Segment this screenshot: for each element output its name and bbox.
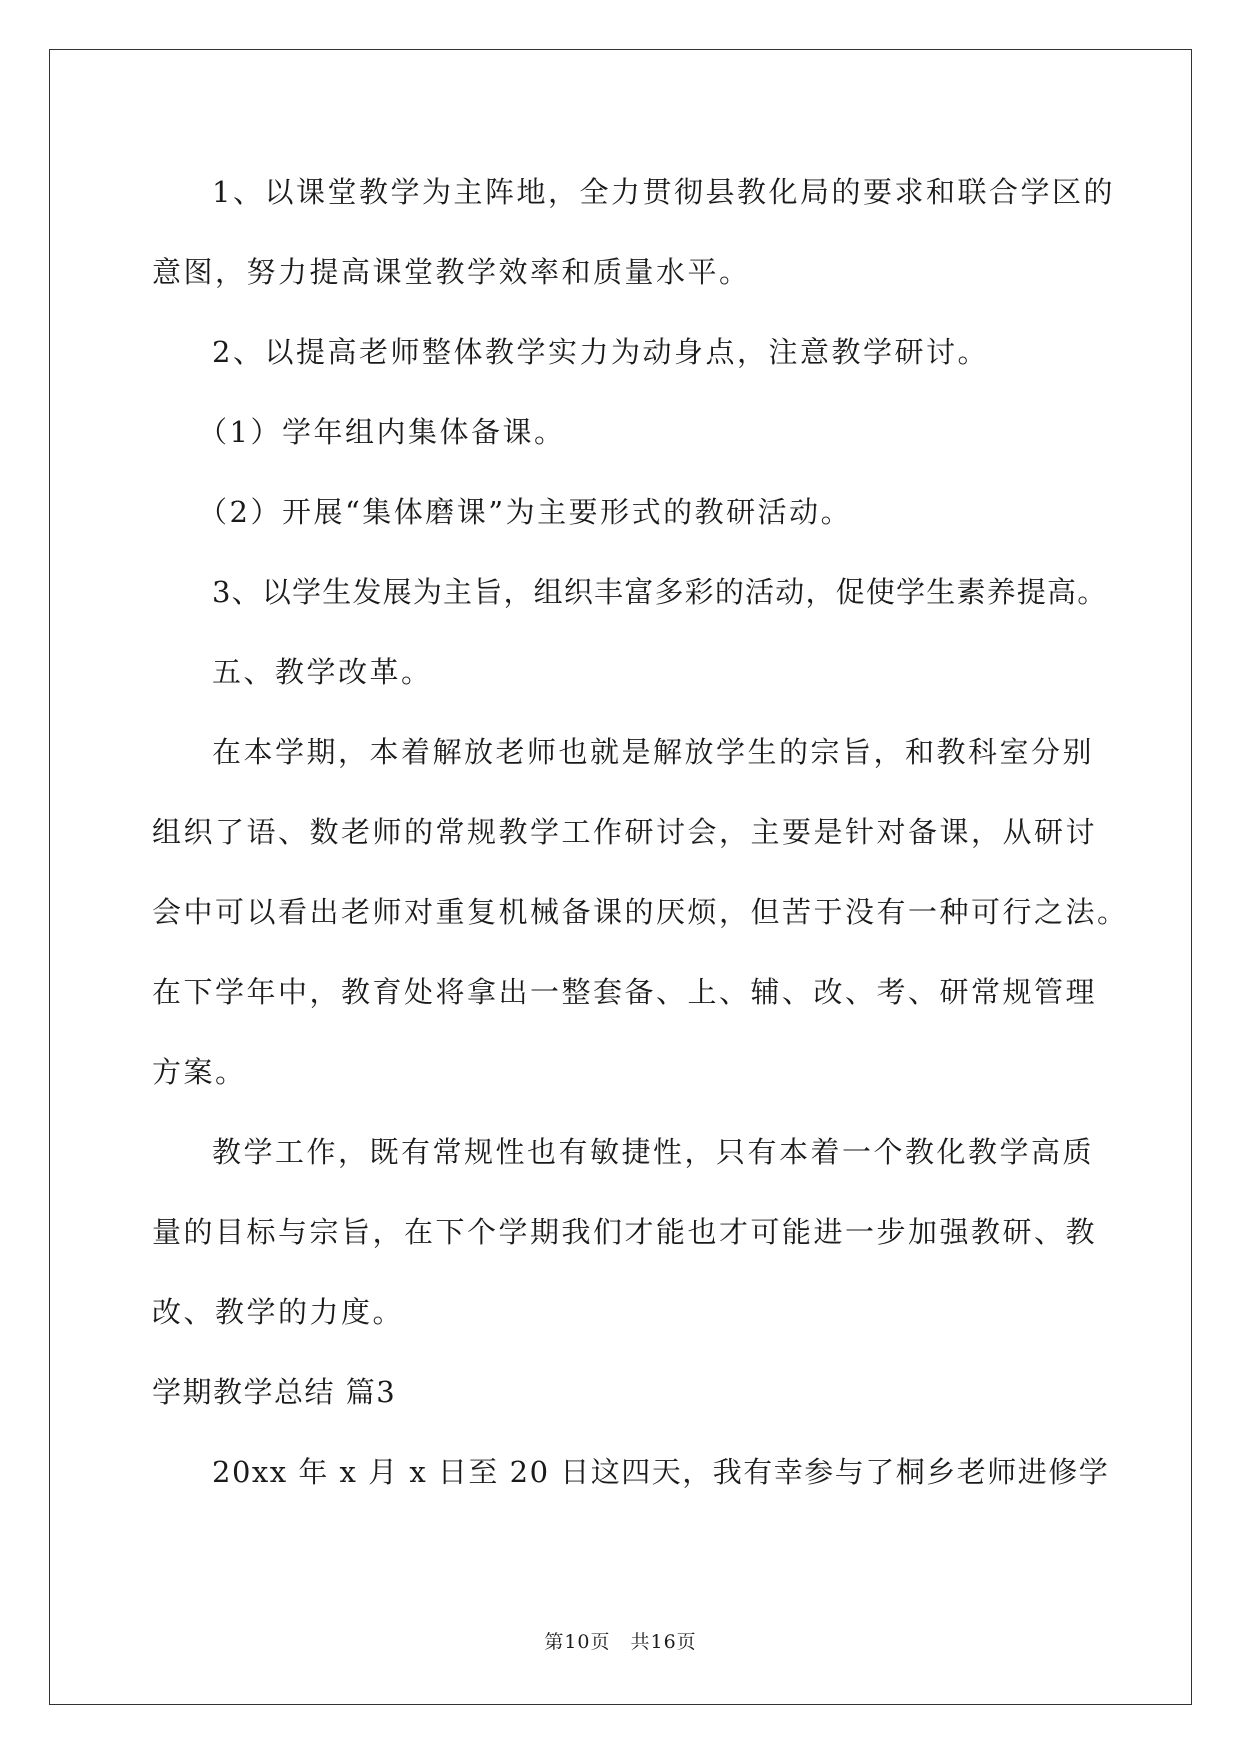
paragraph-line-13: 教学工作，既有常规性也有敏捷性，只有本着一个教化教学高质 (212, 1135, 1095, 1169)
paragraph-line-12: 方案。 (152, 1055, 247, 1089)
page-number-footer: 第10页 共16页 (544, 1631, 697, 1653)
paragraph-line-3: 2、以提高老师整体教学实力为动身点，注意教学研讨。 (212, 335, 989, 369)
paragraph-line-11: 在下学年中，教育处将拿出一整套备、上、辅、改、考、研常规管理 (152, 975, 1098, 1009)
paragraph-line-4: （1）学年组内集体备课。 (198, 415, 566, 449)
paragraph-line-2: 意图，努力提高课堂教学效率和质量水平。 (152, 255, 751, 289)
paragraph-line-10: 会中可以看出老师对重复机械备课的厌烦，但苦于没有一种可行之法。 (152, 895, 1129, 929)
paragraph-line-15: 改、教学的力度。 (152, 1295, 405, 1329)
paragraph-line-6: 3、以学生发展为主旨，组织丰富多彩的活动，促使学生素养提高。 (212, 575, 1108, 609)
section-heading-reform: 五、教学改革。 (212, 655, 433, 689)
paragraph-line-5: （2）开展“集体磨课”为主要形式的教研活动。 (198, 495, 853, 529)
paragraph-line-9: 组织了语、数老师的常规教学工作研讨会，主要是针对备课，从研讨 (152, 815, 1098, 849)
paragraph-line-14: 量的目标与宗旨，在下个学期我们才能也才可能进一步加强教研、教 (152, 1215, 1098, 1249)
paragraph-line-17: 20xx 年 x 月 x 日至 20 日这四天，我有幸参与了桐乡老师进修学 (212, 1455, 1110, 1489)
paragraph-line-8: 在本学期，本着解放老师也就是解放学生的宗旨，和教科室分别 (212, 735, 1095, 769)
paragraph-line-1: 1、以课堂教学为主阵地，全力贯彻县教化局的要求和联合学区的 (212, 175, 1115, 209)
article-heading: 学期教学总结 篇3 (152, 1375, 397, 1409)
